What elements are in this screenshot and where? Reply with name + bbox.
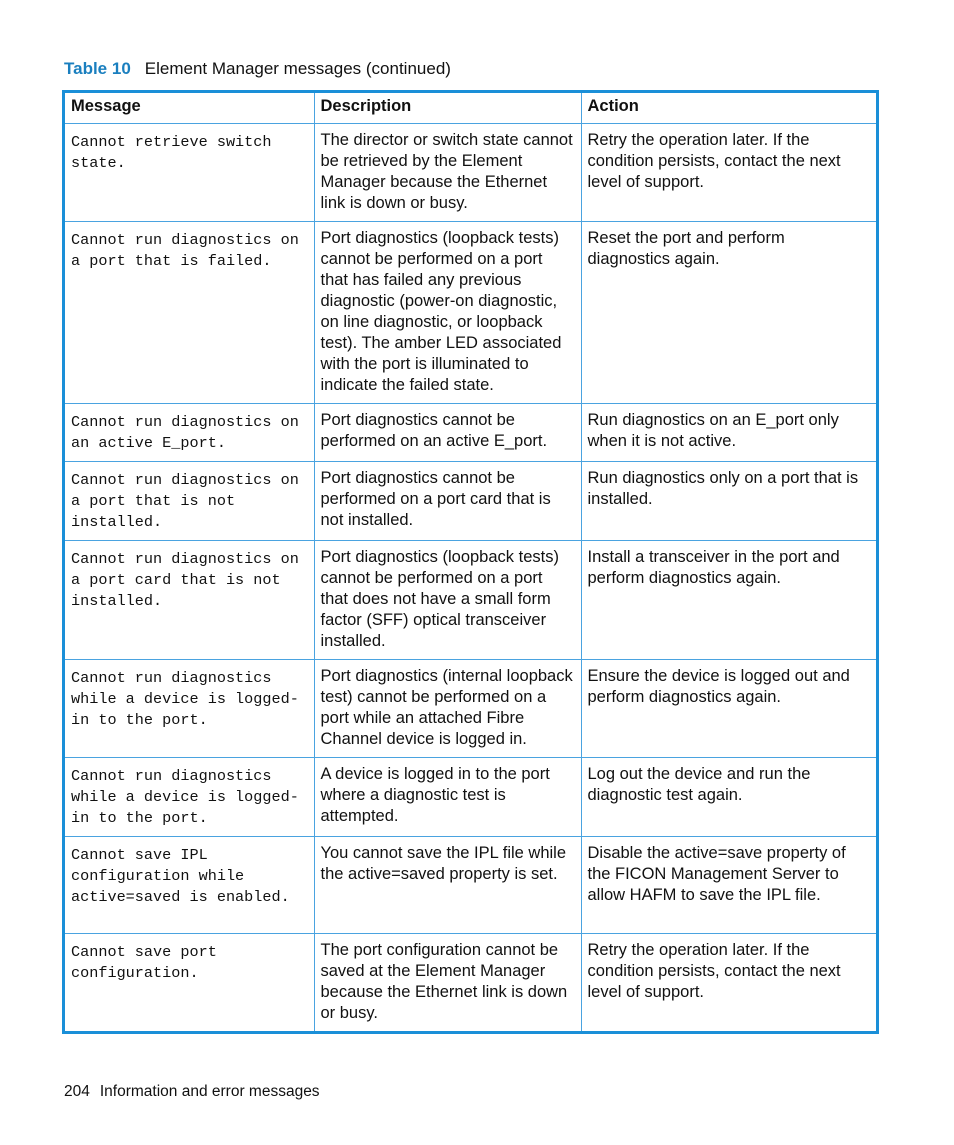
action-cell: Run diagnostics only on a port that is installed. [581, 462, 876, 541]
message-cell: Cannot run diagnostics while a device is logged-in to the port. [65, 660, 314, 758]
table-row [65, 124, 876, 222]
table-row [65, 404, 876, 462]
action-cell: Retry the operation later. If the condition persists, contact the next level of support. [581, 934, 876, 1032]
column-header-action: Action [581, 93, 876, 124]
description-cell: Port diagnostics cannot be performed on an active E_port. [314, 404, 581, 462]
page-footer [64, 1083, 320, 1101]
message-cell: Cannot retrieve switch state. [65, 124, 314, 222]
table-row [65, 934, 876, 1032]
column-header-message: Message [65, 93, 314, 124]
description-cell: The director or switch state cannot be retrieved by the Element Manager because the Ethernet link is down or busy. [314, 124, 581, 222]
message-cell: Cannot run diagnostics on a port that is failed. [65, 222, 314, 404]
action-cell: Ensure the device is logged out and perform diagnostics again. [581, 660, 876, 758]
message-cell: Cannot run diagnostics on a port that is not installed. [65, 462, 314, 541]
action-cell: Retry the operation later. If the condition persists, contact the next level of support. [581, 124, 876, 222]
table-row [65, 660, 876, 758]
description-cell: You cannot save the IPL file while the active=saved property is set. [314, 837, 581, 934]
table-row [65, 222, 876, 404]
action-cell: Reset the port and perform diagnostics again. [581, 222, 876, 404]
description-cell: A device is logged in to the port where a diagnostic test is attempted. [314, 758, 581, 837]
page-number: 204 [64, 1083, 90, 1100]
messages-table [62, 90, 879, 1034]
message-cell: Cannot save IPL configuration while active=saved is enabled. [65, 837, 314, 934]
column-header-description: Description [314, 93, 581, 124]
message-cell: Cannot run diagnostics while a device is logged-in to the port. [65, 758, 314, 837]
action-cell: Disable the active=save property of the FICON Management Server to allow HAFM to save the IPL file. [581, 837, 876, 934]
message-cell: Cannot run diagnostics on an active E_port. [65, 404, 314, 462]
action-cell: Run diagnostics on an E_port only when it is not active. [581, 404, 876, 462]
table-caption [64, 59, 451, 79]
description-cell: Port diagnostics cannot be performed on a port card that is not installed. [314, 462, 581, 541]
table-row [65, 541, 876, 660]
message-cell: Cannot save port configuration. [65, 934, 314, 1032]
action-cell: Log out the device and run the diagnostic test again. [581, 758, 876, 837]
description-cell: Port diagnostics (internal loopback test) cannot be performed on a port while an attached Fibre Channel device is logged in. [314, 660, 581, 758]
footer-section-title: Information and error messages [99, 1083, 320, 1100]
table-row [65, 462, 876, 541]
table-row [65, 837, 876, 934]
action-cell: Install a transceiver in the port and perform diagnostics again. [581, 541, 876, 660]
message-cell: Cannot run diagnostics on a port card that is not installed. [65, 541, 314, 660]
table-header-row [65, 93, 876, 124]
description-cell: Port diagnostics (loopback tests) cannot be performed on a port that has failed any previous diagnostic (power-on diagnostic, on line diagnostic, or loopback test). The amber LED associated with the port is illuminated to indicate the failed state. [314, 222, 581, 404]
table-row [65, 758, 876, 837]
table-label: Table 10 [64, 59, 131, 78]
table-title: Element Manager messages (continued) [144, 59, 451, 78]
description-cell: The port configuration cannot be saved at the Element Manager because the Ethernet link is down or busy. [314, 934, 581, 1032]
description-cell: Port diagnostics (loopback tests) cannot be performed on a port that does not have a small form factor (SFF) optical transceiver installed. [314, 541, 581, 660]
